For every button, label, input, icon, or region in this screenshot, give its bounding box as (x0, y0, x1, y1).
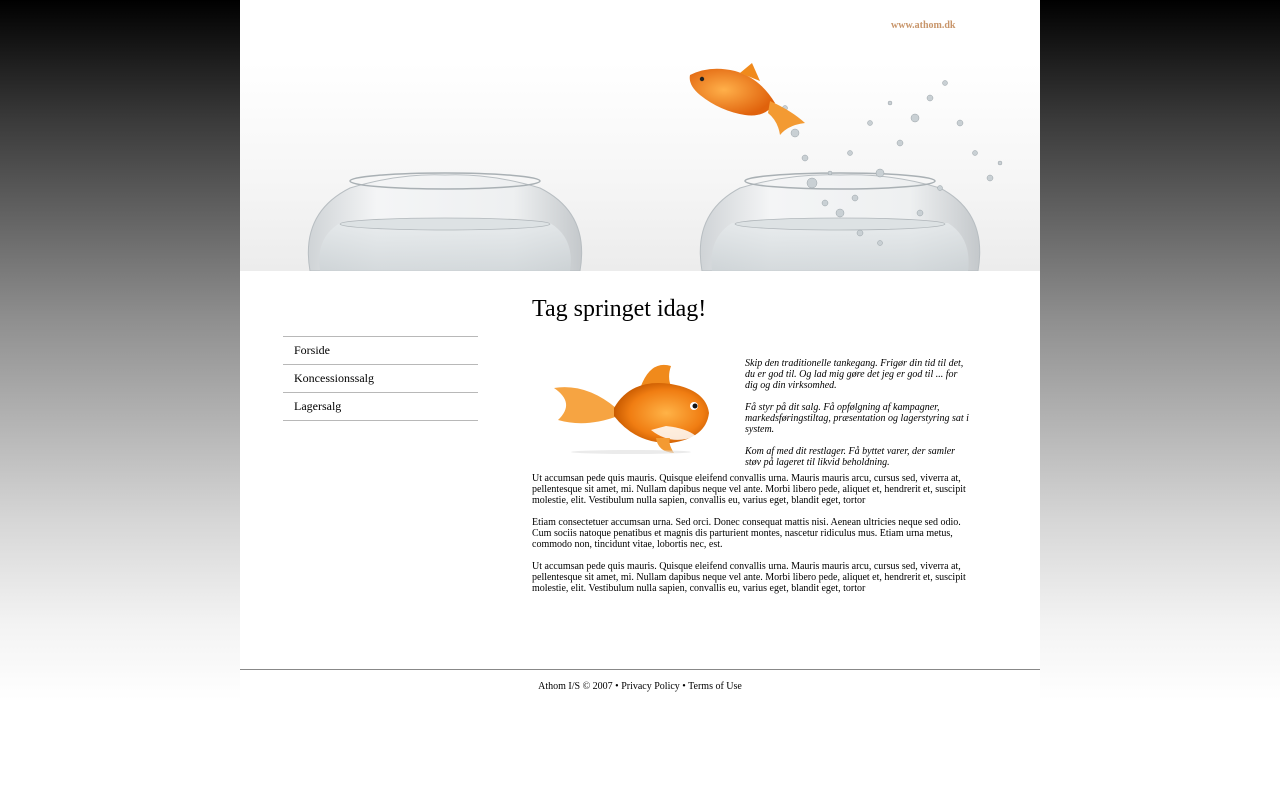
header-banner (240, 63, 1040, 271)
goldfish-image (546, 358, 716, 454)
body-text (532, 473, 968, 594)
intro-paragraph: Få styr på dit salg. Få opfølgning af kampagner, markedsføringstiltag, præsentation og lagerstyring sat i system. (745, 402, 969, 435)
footer-separator: • (612, 681, 622, 692)
body-paragraph: Ut accumsan pede quis mauris. Quisque eleifend convallis urna. Mauris mauris arcu, cursus sed, viverra at, pellentesque sit amet, mi. Nullam dapibus neque vel ante. Morbi libero pede, aliquet et, hendrerit et, suscipit molestie, elit. Vestibulum nulla sapien, convallis eu, varius eget, blandit eget, tortor (532, 561, 966, 594)
footer-divider (240, 669, 1040, 670)
footer (240, 681, 1040, 692)
intro-paragraph: Skip den traditionelle tankegang. Frigør din tid til det, du er god til. Og lad mig gøre det jeg er god til ... for dig og din virksomhed. (745, 358, 964, 391)
body-paragraph: Ut accumsan pede quis mauris. Quisque eleifend convallis urna. Mauris mauris arcu, cursus sed, viverra at, pellentesque sit amet, mi. Nullam dapibus neque vel ante. Morbi libero pede, aliquet et, hendrerit et, suscipit molestie, elit. Vestibulum nulla sapien, convallis eu, varius eget, blandit eget, tortor (532, 473, 966, 506)
site-url-link[interactable]: www.athom.dk (891, 20, 956, 31)
footer-copyright: Athom I/S © 2007 (538, 681, 613, 692)
terms-of-use-link[interactable]: Terms of Use (688, 681, 742, 692)
footer-separator: • (679, 681, 689, 692)
sidebar-item-lagersalg[interactable]: Lagersalg (283, 393, 478, 421)
sidebar-item-koncessionssalg[interactable]: Koncessionssalg (283, 365, 478, 393)
intro-text (745, 358, 971, 479)
intro-paragraph: Kom af med dit restlager. Få byttet varer, der samler støv på lageret til likvid beholdning. (745, 446, 956, 468)
intro-section (532, 358, 968, 473)
sidebar-item-forside[interactable]: Forside (283, 337, 478, 365)
page-container (240, 0, 1040, 800)
main-content (532, 296, 968, 605)
body-paragraph: Etiam consectetuer accumsan urna. Sed orci. Donec consequat mattis nisi. Aenean ultricies neque sed odio. Cum sociis natoque penatibus et magnis dis parturient montes, nascetur ridiculus mus. Etiam urna metus, commodo non, tincidunt vitae, lobortis nec, est. (532, 517, 961, 550)
sidebar-nav (283, 336, 478, 421)
page-title: Tag springet idag! (532, 296, 707, 322)
privacy-policy-link[interactable]: Privacy Policy (621, 681, 680, 692)
goldfish-banner-image (240, 63, 1040, 271)
